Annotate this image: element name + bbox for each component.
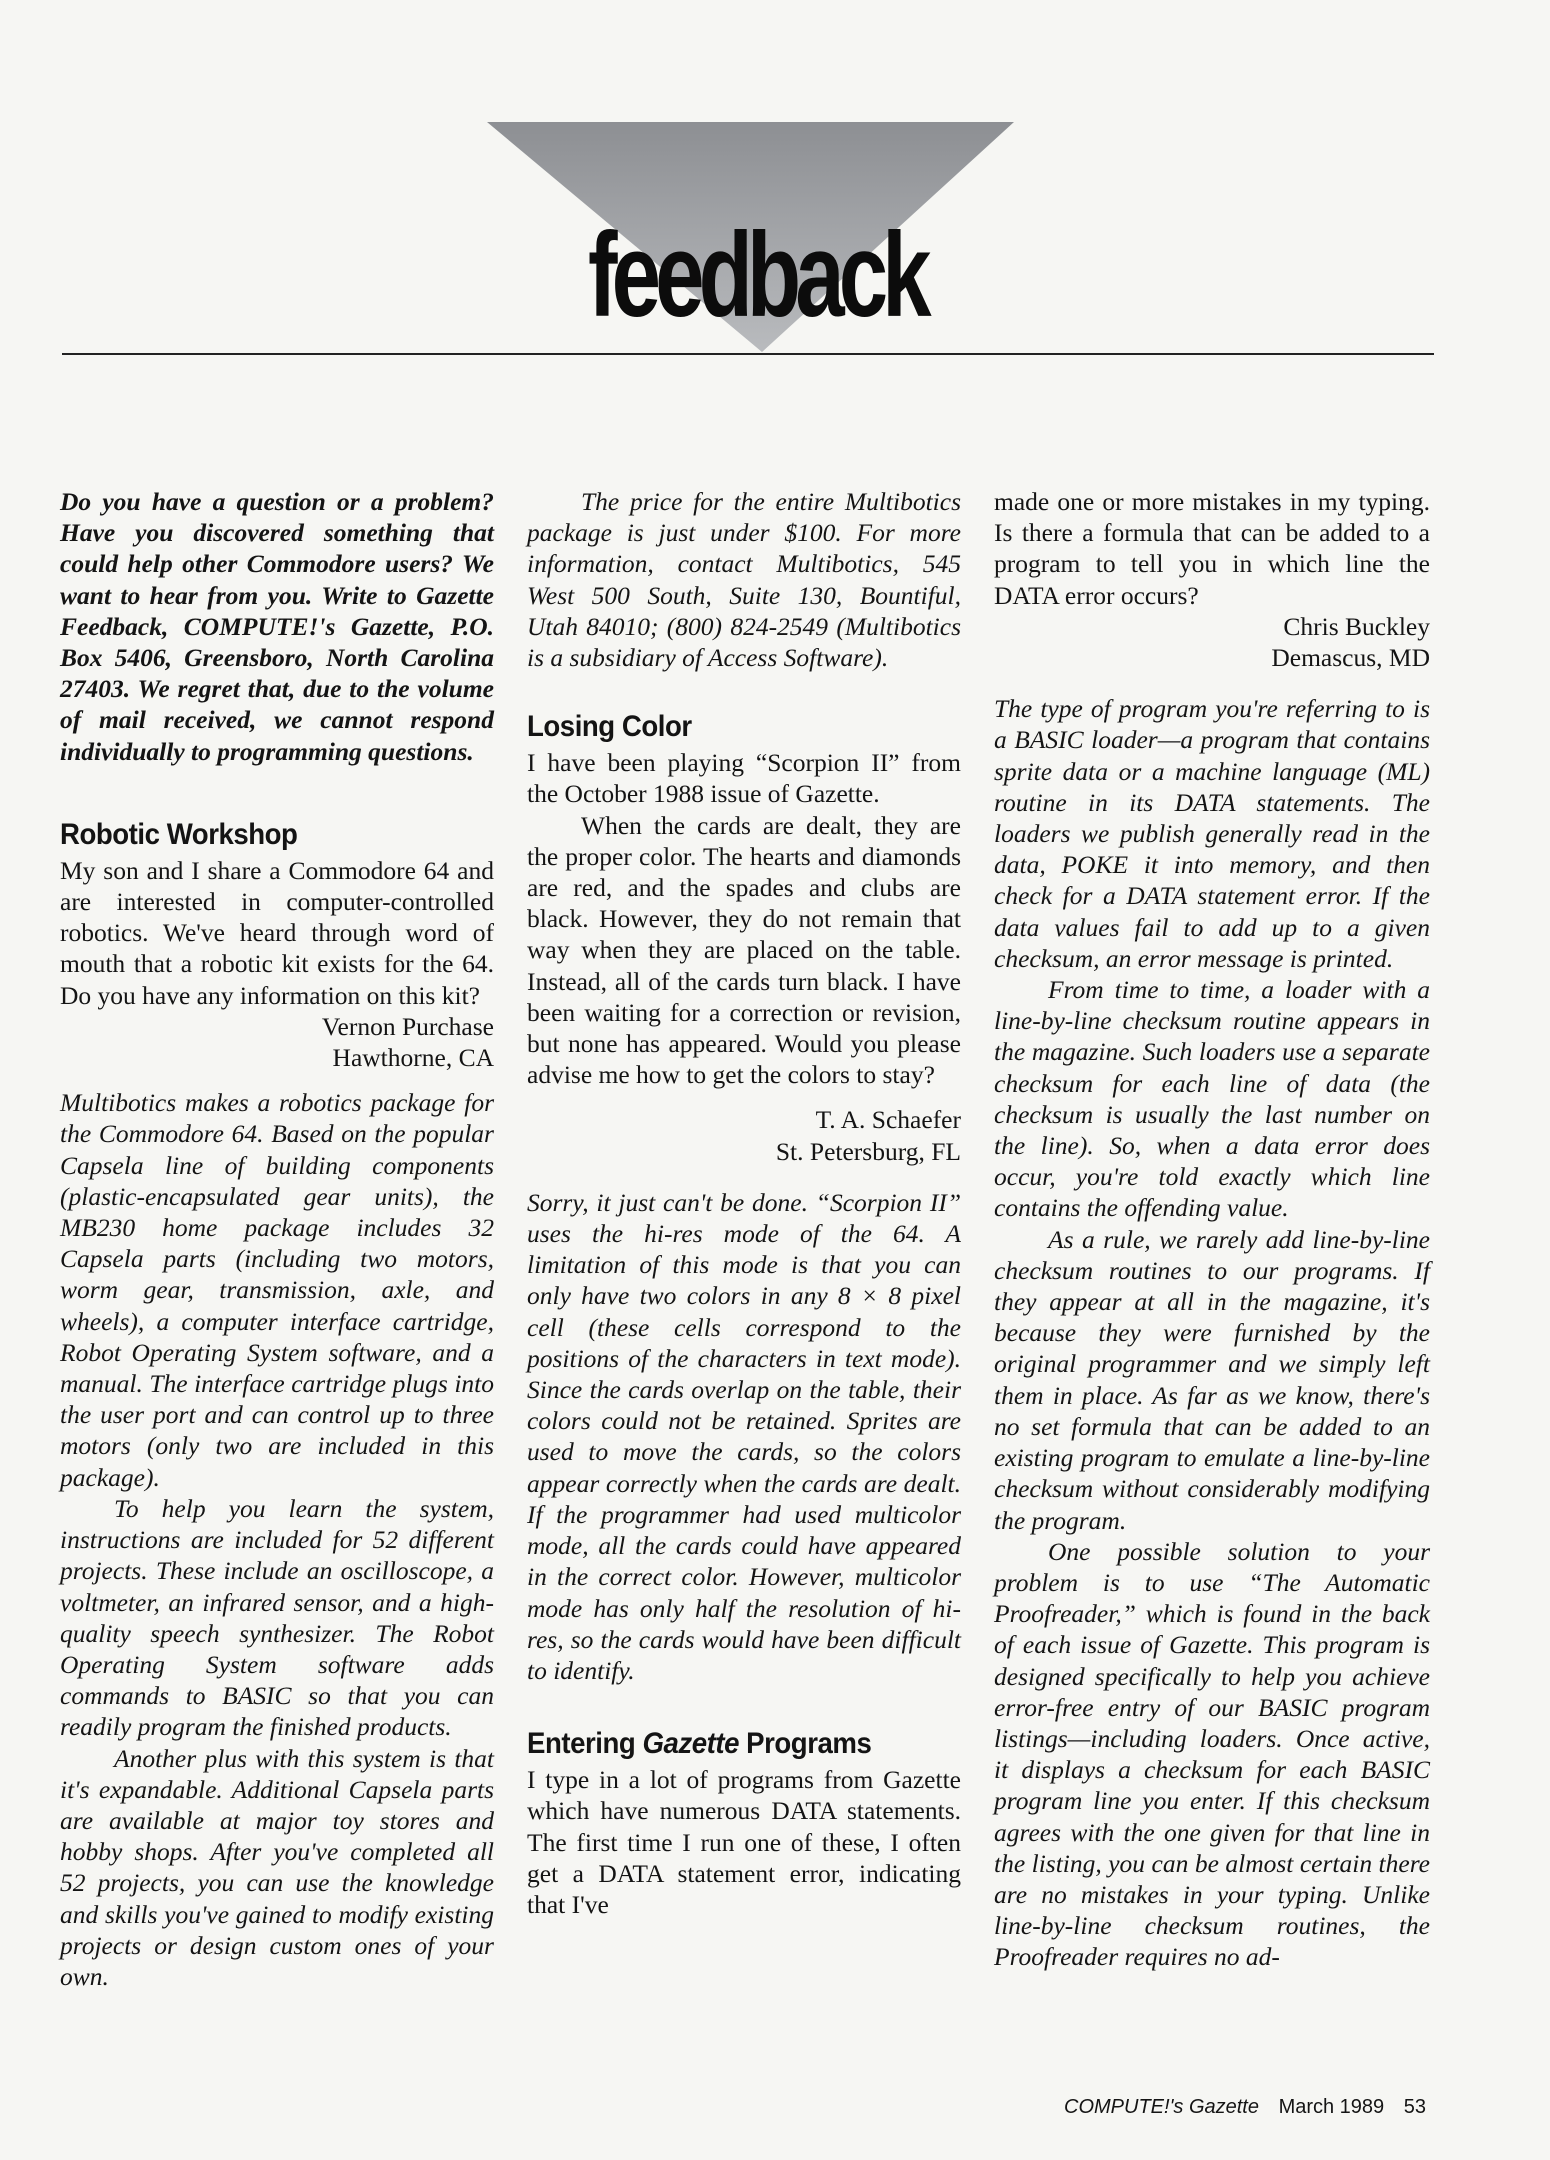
reply-robotic-4: The price for the entire Multibotics package is just under $100. For more information, contact Multibotics, 545 West 500 South, Suite 130, Bountiful, Utah 84010; (800) 824-2549 (Multibotics is a subsidiary of Access Software).	[527, 487, 961, 673]
heading-part: Entering	[527, 1727, 636, 1761]
footer-issue: March 1989	[1278, 2096, 1385, 2118]
letter-losing-2: When the cards are dealt, they are the proper color. The hearts and diamonds are red, and the spades and clubs are black. However, they do not remain that way when they are placed on the table. Instead, all of the cards turn black. I have been waiting for a correction or revision, but none has appeared. Would you please advise me how to get the colors to stay?	[527, 810, 961, 1090]
reply-robotic-2: To help you learn the system, instructions are included for 52 different projects. These include an oscilloscope, a voltmeter, an infrared sensor, and a high-quality speech synthesizer. The Robot Operating System software adds commands to BASIC so that you can readily program the finished products.	[60, 1493, 494, 1742]
reply-robotic-1: Multibotics makes a robotics package for the Commodore 64. Based on the popular Capsela line of building components (plastic-encapsulated gear units), the MB230 home package includes 32 Capsela parts (including two motors, worm gear, transmission, axle, and wheels), a computer interface cartridge, Robot Operating System software, and a manual. The interface cartridge plugs into the user port and can control up to three motors (only two are included in this package).	[60, 1088, 494, 1492]
signature-name: Chris Buckley	[1283, 611, 1430, 641]
letter-robotic: My son and I share a Commodore 64 and are interested in computer-controlled robotics. We've heard through word of mouth that a robotic kit exists for the 64. Do you have any information on this kit?	[60, 855, 494, 1010]
reply-robotic-3: Another plus with this system is that it's expandable. Additional Capsela parts are available at major toy stores and hobby shops. After you've completed all 52 projects, you can use the knowledge and skills you've gained to modify existing projects or design custom ones of your own.	[60, 1743, 494, 1991]
reply-entering-2: From time to time, a loader with a line-by-line checksum routine appears in the magazine. Such loaders use a separate checksum for each line of data (the checksum is usually the last number on the line). So, when a data error does occur, you're told exactly which line contains the offending value.	[994, 975, 1430, 1223]
signature-name: Vernon Purchase	[321, 1011, 494, 1041]
footer-publication: COMPUTE!'s Gazette	[1064, 2096, 1259, 2118]
reply-entering-4: One possible solution to your problem is to use “The Automatic Proofreader,” which is found in the back of each issue of Gazette. This program is designed specifically to help you achieve error-free entry of our BASIC program listings—including loaders. Once active, it displays a checksum for each BASIC program line you enter. If this checksum agrees with the one given for that line in the listing, you can be almost certain there are no mistakes in your typing. Unlike line-by-line checksum routines, the Proofreader requires no ad-	[994, 1536, 1430, 1972]
masthead-header	[0, 0, 1550, 380]
reply-entering-1: The type of program you're referring to is a BASIC loader—a program that contains sprite data or a machine language (ML) routine in its DATA statements. The loaders we publish generally read in the data, POKE it into memory, and then check for a DATA statement error. If the data values fail to add up to a given checksum, an error message is printed.	[994, 694, 1430, 973]
intro-text: Do you have a question or a problem? Have you discovered something that could help other Commodore users? We want to hear from you. Write to Gazette Feedback, COMPUTE!'s Gazette, P.O. Box 5406, Greensboro, North Carolina 27403. We regret that, due to the volume of mail received, we cannot respond individually to programming questions.	[60, 487, 494, 766]
letter-entering-continued: made one or more mistakes in my typing. Is there a formula that can be added to a program to tell you in which line the DATA error occurs?	[994, 487, 1430, 610]
masthead-title: feedback	[588, 208, 926, 342]
signature-name: T. A. Schaefer	[815, 1105, 961, 1135]
heading-part: Programs	[746, 1727, 872, 1761]
page-footer	[1064, 2096, 1426, 2119]
heading-robotic-workshop: Robotic Workshop	[60, 817, 298, 851]
heading-losing-color: Losing Color	[527, 710, 692, 744]
heading-part-italic: Gazette	[642, 1727, 739, 1761]
heading-entering-gazette-programs	[527, 1726, 926, 1762]
column-1	[60, 486, 494, 1992]
letter-losing-1: I have been playing “Scorpion II” from the October 1988 issue of Gazette.	[527, 748, 961, 809]
letter-entering: I type in a lot of programs from Gazette which have numerous DATA statements. The first time I run one of these, I often get a DATA statement error, indicating that I've	[527, 1765, 961, 1919]
signature-place: St. Petersburg, FL	[775, 1136, 961, 1166]
reply-entering-3: As a rule, we rarely add line-by-line checksum routines to our programs. If they appear at all in the magazine, it's because they were furnished by the original programmer and we simply left them in place. As far as we know, there's no set formula that can be added to an existing program to emulate a line-by-line checksum without considerably modifying the program.	[994, 1224, 1430, 1535]
header-rule	[62, 353, 1434, 355]
column-2	[527, 486, 961, 1920]
signature-place: Demascus, MD	[1271, 643, 1430, 673]
footer-page-number: 53	[1403, 2096, 1426, 2118]
signature-place: Hawthorne, CA	[332, 1043, 494, 1073]
reply-losing: Sorry, it just can't be done. “Scorpion II” uses the hi-res mode of the 64. A limitation of this mode is that you can only have two colors in any 8 × 8 pixel cell (these cells correspond to the positions of the characters in text mode). Since the cards overlap on the table, their colors could not be retained. Sprites are used to move the cards, so the colors appear correctly when the cards are dealt. If the programmer had used multicolor mode, all the cards could have appeared in the correct color. However, multicolor mode has only half the resolution of hi-res, so the cards would have been difficult to identify.	[527, 1187, 961, 1685]
column-3	[994, 486, 1430, 1973]
